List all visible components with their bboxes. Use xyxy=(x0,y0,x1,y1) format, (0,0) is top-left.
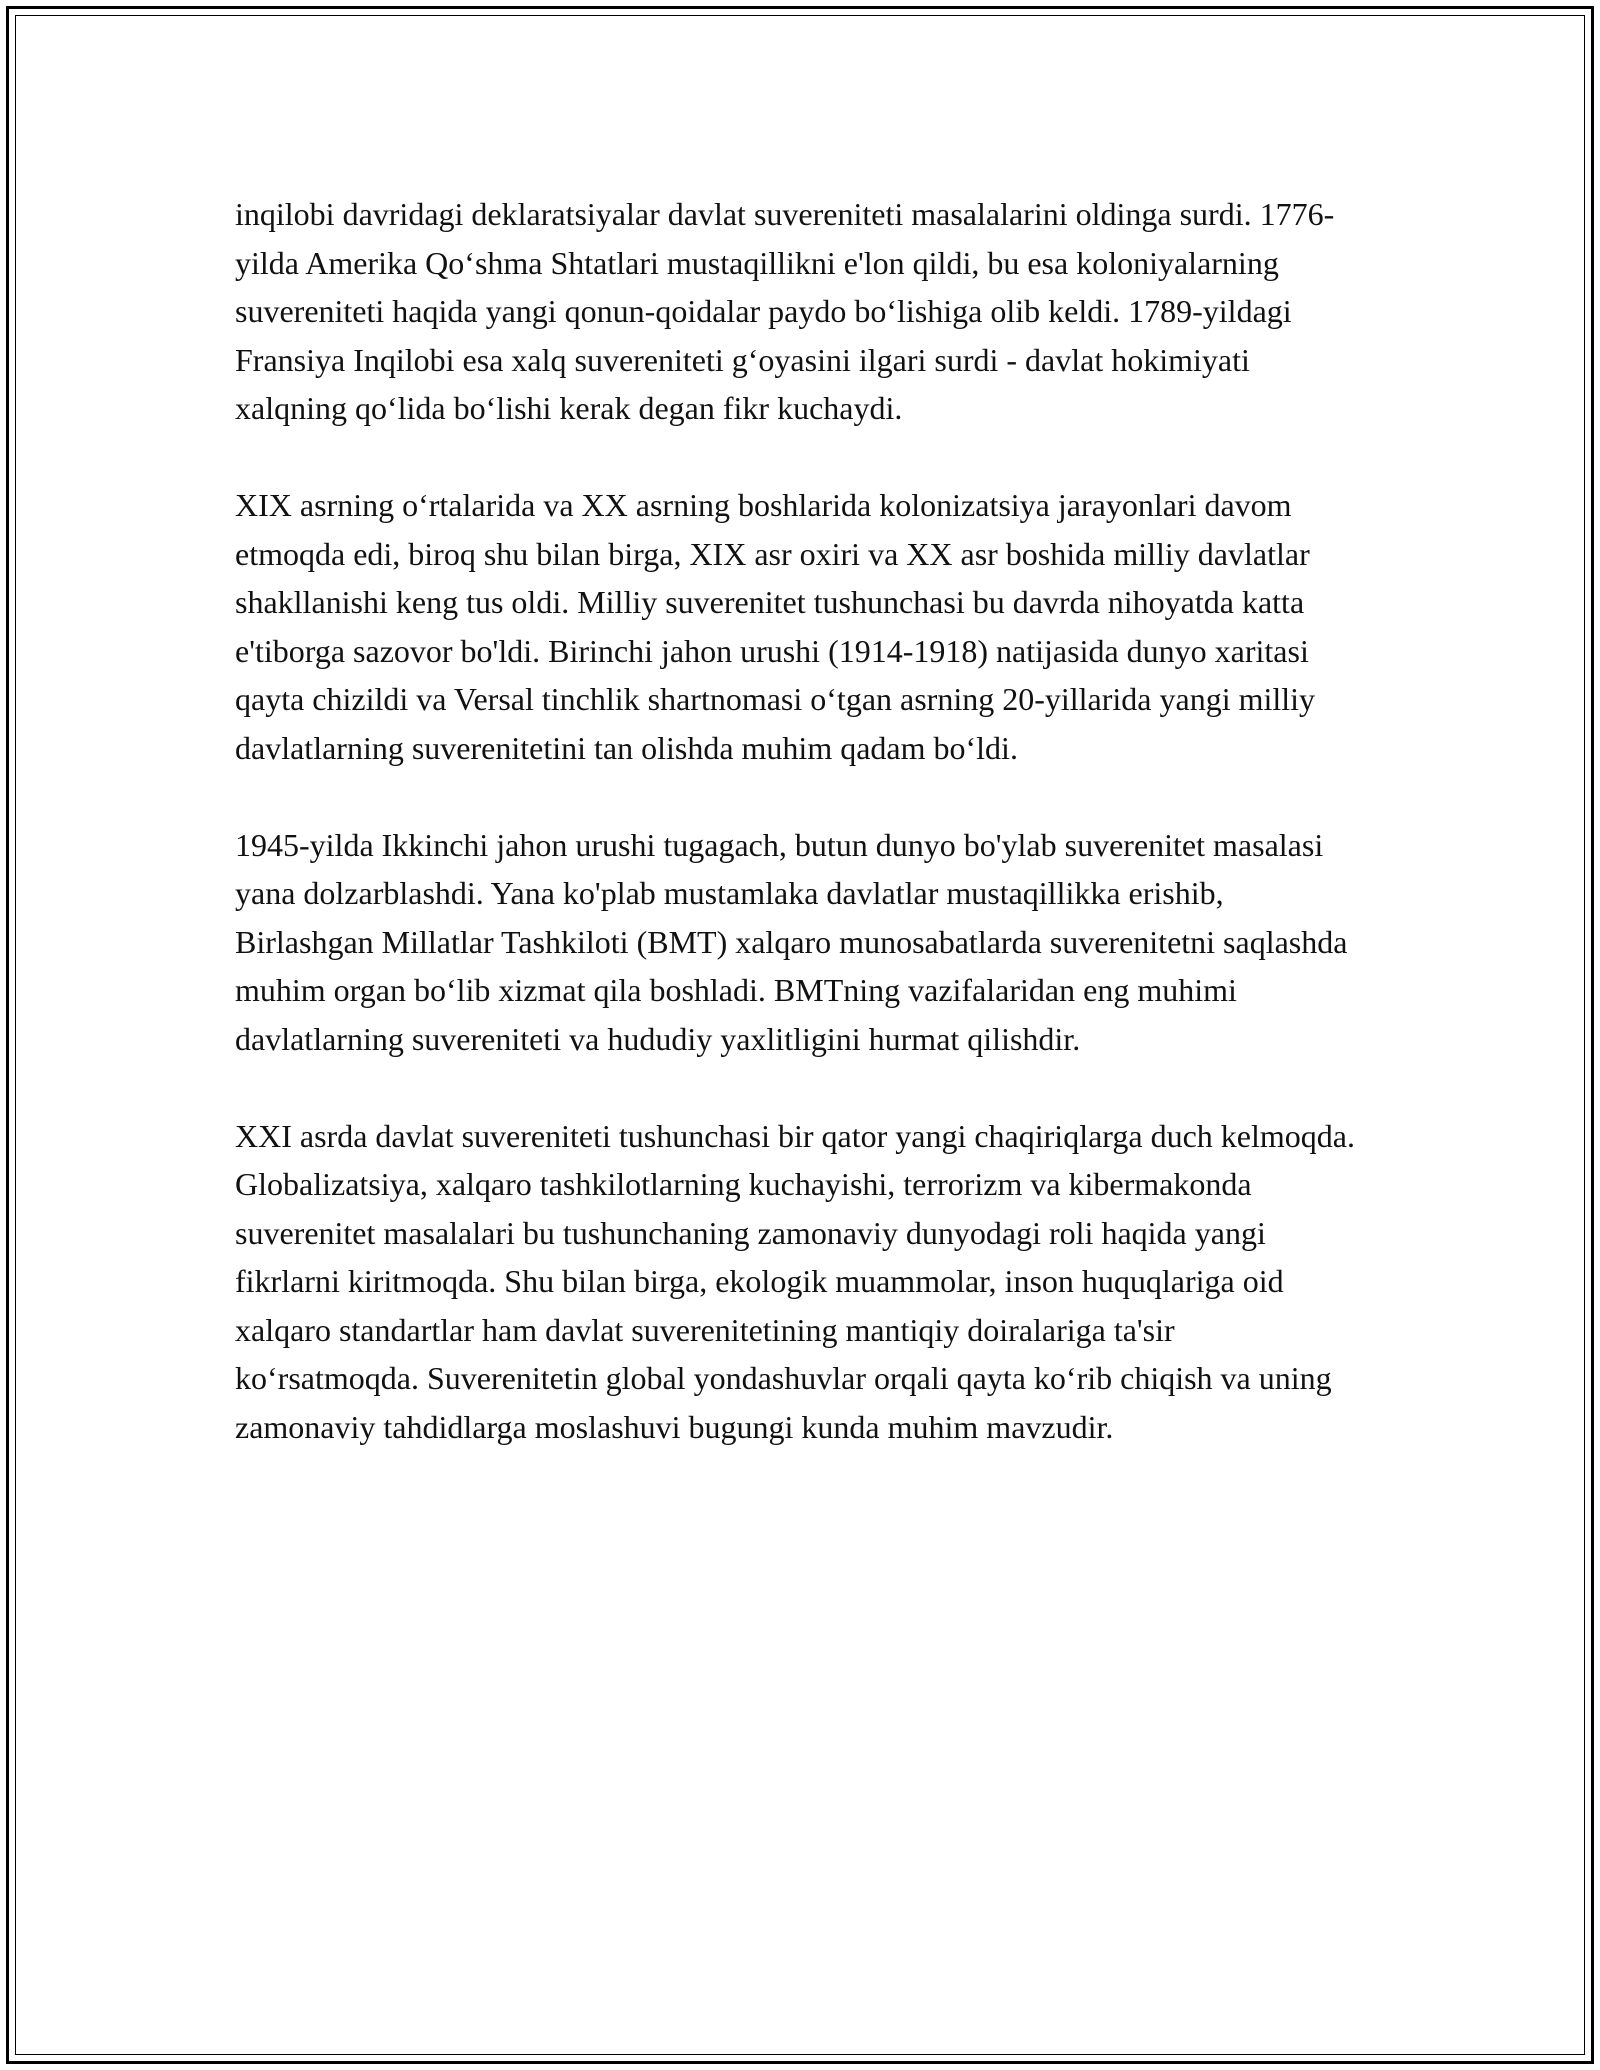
paragraph-revolutions: inqilobi davridagi deklaratsiyalar davlat suvereniteti masalalarini oldinga surdi. 1776-yilda Amerika Qo‘shma Shtatlari mustaqillikni e'lon qildi, bu esa koloniyalarning suvereniteti haqida yangi qonun-qoidalar paydo bo‘lishiga olib keldi. 1789-yildagi Fransiya Inqilobi esa xalq suvereniteti g‘oyasini ilgari surdi - davlat hokimiyati xalqning qo‘lida bo‘lishi kerak degan fikr kuchaydi. xyxy=(235,196,1335,426)
paragraph-national-states: XIX asrning o‘rtalarida va XX asrning boshlarida kolonizatsiya jarayonlari davom etmoqda edi, biroq shu bilan birga, XIX asr oxiri va XX asr boshida milliy davlatlar shakllanishi keng tus oldi. Milliy suverenitet tushunchasi bu davrda nihoyatda katta e'tiborga sazovor bo'ldi. Birinchi jahon urushi (1914-1918) natijasida dunyo xaritasi qayta chizildi va Versal tinchlik shartnomasi o‘tgan asrning 20-yillarida yangi milliy davlatlarning suverenitetini tan olishda muhim qadam bo‘ldi. xyxy=(235,487,1316,766)
paragraph-21st-century: XXI asrda davlat suvereniteti tushunchasi bir qator yangi chaqiriqlarga duch kelmoqda. Globalizatsiya, xalqaro tashkilotlarning kuchayishi, terrorizm va kibermakonda suverenitet masalalari bu tushunchaning zamonaviy dunyodagi roli haqida yangi fikrlarni kiritmoqda. Shu bilan birga, ekologik muammolar, inson huquqlariga oid xalqaro standartlar ham davlat suverenitetining mantiqiy doiralariga ta'sir ko‘rsatmoqda. Suverenitetin global yondashuvlar orqali qayta ko‘rib chiqish va uning zamonaviy tahdidlarga moslashuvi bugungi kunda muhim mavzudir. xyxy=(235,1117,1355,1445)
document-body xyxy=(235,190,1365,1451)
paragraph-un-era: 1945-yilda Ikkinchi jahon urushi tugagach, butun dunyo bo'ylab suverenitet masalasi yana dolzarblashdi. Yana ko'plab mustamlaka davlatlar mustaqillikka erishib, Birlashgan Millatlar Tashkiloti (BMT) xalqaro munosabatlarda suverenitetni saqlashda muhim organ bo‘lib xizmat qila boshladi. BMTning vazifalaridan eng muhimi davlatlarning suvereniteti va hududiy yaxlitligini hurmat qilishdir. xyxy=(235,826,1348,1057)
